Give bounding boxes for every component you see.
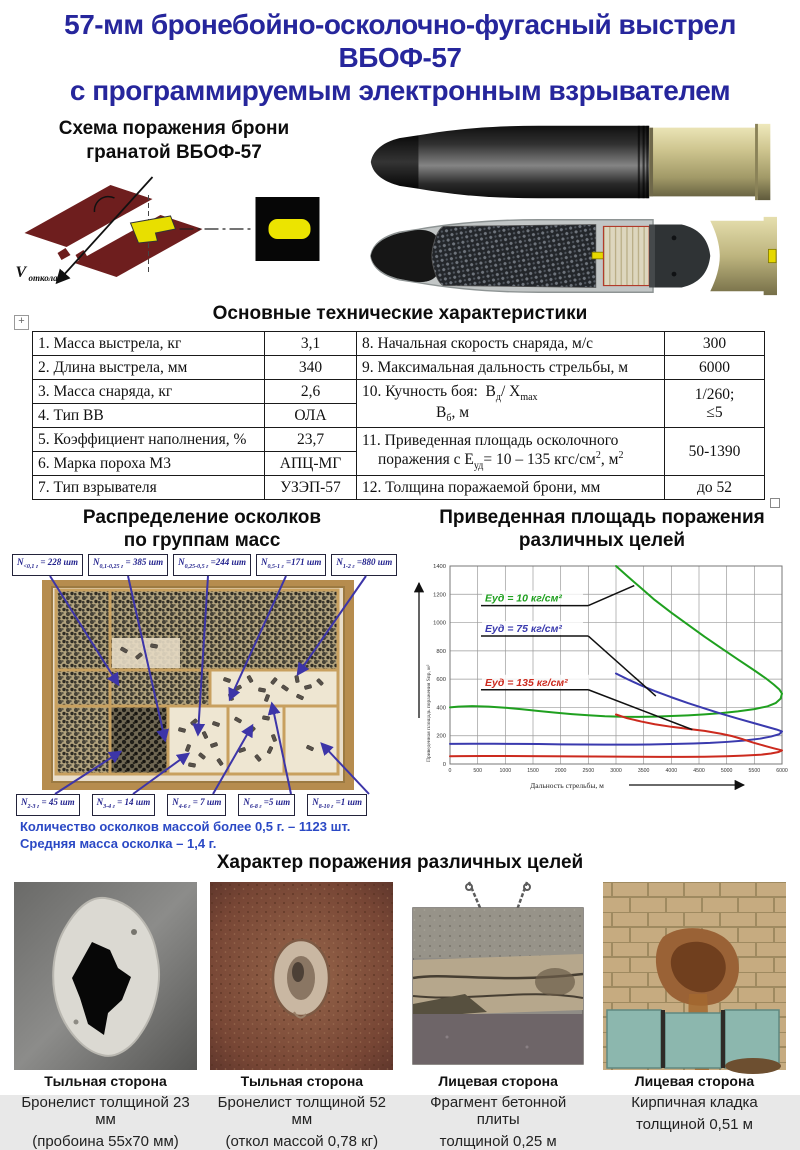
svg-text:3000: 3000	[610, 768, 622, 774]
specs-table	[32, 331, 765, 500]
spec-value: 2,6	[265, 380, 357, 404]
projectile-renders	[348, 113, 800, 301]
svg-text:1500: 1500	[527, 768, 539, 774]
armor-penetration-diagram	[0, 171, 340, 303]
spec-param: 8. Начальная скорость снаряда, м/с	[357, 332, 665, 356]
spec-value: до 52	[665, 476, 765, 500]
fragments-box-photo	[42, 580, 354, 790]
photo-armor-rear-23mm	[14, 882, 197, 1070]
fragment-count-label: $N_{0,5-1 г} =171$ шт	[256, 554, 326, 576]
poster-title	[0, 0, 800, 107]
svg-text:400: 400	[436, 705, 446, 712]
armor-scheme-block	[0, 113, 348, 301]
fragments-figure	[0, 554, 404, 850]
spall-velocity-sub: откола	[28, 273, 58, 283]
damage-photo-concrete	[407, 882, 590, 1150]
svg-text:5000: 5000	[720, 768, 733, 774]
spec-param: 4. Тип ВВ	[33, 404, 265, 428]
damage-photo-armor-23mm	[14, 882, 197, 1150]
damage-photo-brick	[603, 882, 786, 1150]
svg-text:0: 0	[448, 768, 452, 774]
photo-caption-line2: (пробоина 55х70 мм)	[32, 1133, 179, 1150]
photo-caption-line2: толщиной 0,51 м	[635, 1116, 753, 1133]
photo-caption-line1: Бронелист толщиной 52 мм	[217, 1094, 387, 1128]
spec-value-accuracy: 1/260; ≤5	[665, 380, 765, 428]
svg-text:600: 600	[436, 677, 446, 684]
cutaway-case	[710, 217, 777, 295]
photo-caption-side: Тыльная сторона	[240, 1073, 364, 1089]
svg-text:1200: 1200	[433, 592, 446, 599]
fragment-count-label: $N_{3-4 г} = 14$ шт	[92, 794, 156, 816]
projectile-render-cutaway	[348, 215, 796, 297]
svg-text:1400: 1400	[433, 564, 446, 570]
chart-heading: Приведенная площадь поражения различных целей	[439, 507, 765, 551]
svg-text:1000: 1000	[499, 768, 512, 774]
specs-section	[0, 303, 800, 500]
explosive-charge	[603, 226, 649, 285]
damage-area-chart	[404, 558, 796, 796]
fragments-note-line1: Количество осколков массой более 0,5 г. – 1123 шт.	[20, 819, 351, 834]
damage-photos-row	[0, 882, 800, 1150]
fragment-count-label: $N_{0,25-0,5 г} =244$ шт	[173, 554, 251, 576]
spec-value: АПЦ-МГ	[265, 452, 357, 476]
specs-table-wrap	[18, 315, 768, 500]
round-nose-tip	[371, 135, 419, 188]
chart-series-label: Еуд = 135 кг/см²	[484, 676, 568, 689]
photo-caption-line1: Бронелист толщиной 23 мм	[21, 1094, 190, 1128]
fuze-block	[649, 225, 710, 288]
spec-param: 5. Коэффициент наполнения, %	[33, 428, 265, 452]
table-row	[33, 380, 765, 404]
svg-text:2000: 2000	[554, 768, 567, 774]
svg-text:200: 200	[436, 733, 446, 740]
photo-caption-line1: Фрагмент бетонной плиты	[430, 1094, 567, 1128]
svg-text:2500: 2500	[582, 768, 595, 774]
fragment-count-label: $N_{6-8 г} =5$ шт	[238, 794, 295, 816]
photo-caption-side: Лицевая сторона	[634, 1073, 755, 1089]
mid-section	[0, 506, 800, 850]
fragments-note-line2: Средняя масса осколка – 1,4 г.	[20, 836, 217, 851]
fragment-count-label: $N_{1-2 г} =880$ шт	[331, 554, 397, 576]
specs-heading: Основные технические характеристики	[212, 303, 588, 324]
spec-param: 2. Длина выстрела, мм	[33, 356, 265, 380]
fragment-count-label: $N_{0,1-0,25 г} = 385$ шт	[88, 554, 168, 576]
spec-value: 50-1390	[665, 428, 765, 476]
svg-text:0: 0	[442, 762, 446, 768]
spec-param: 7. Тип взрывателя	[33, 476, 265, 500]
spec-value: УЗЭП-57	[265, 476, 357, 500]
spec-value: 23,7	[265, 428, 357, 452]
table-move-handle-icon: +	[14, 315, 29, 330]
photo-caption-side: Тыльная сторона	[44, 1073, 167, 1089]
damage-heading: Характер поражения различных целей	[216, 852, 584, 873]
table-resize-handle	[770, 498, 780, 508]
photo-caption-line2: толщиной 0,25 м	[439, 1133, 557, 1150]
damage-photo-armor-52mm	[210, 882, 393, 1150]
round-body	[418, 126, 649, 198]
chart-series-label: Еуд = 75 кг/см²	[484, 623, 562, 636]
spec-param: 6. Марка пороха М3	[33, 452, 265, 476]
poster-title-line1: 57-мм бронебойно-осколочно-фугасный выстрел ВБОФ-57	[64, 9, 736, 73]
svg-text:500: 500	[473, 768, 482, 774]
table-row	[33, 428, 765, 452]
photo-concrete-slab	[407, 882, 590, 1070]
spec-param: 1. Масса выстрела, кг	[33, 332, 265, 356]
top-section	[0, 113, 800, 301]
scheme-heading-line2: гранатой ВБОФ-57	[86, 142, 262, 163]
svg-text:800: 800	[436, 648, 446, 655]
fragments-heading: Распределение осколков по группам масс	[82, 507, 322, 551]
svg-text:4000: 4000	[665, 768, 678, 774]
table-row	[33, 332, 765, 356]
spec-value: 6000	[665, 356, 765, 380]
cutaway-nose	[371, 230, 440, 282]
spec-param: 12. Толщина поражаемой брони, мм	[357, 476, 665, 500]
chart-x-axis-label: Дальность стрельбы, м	[530, 781, 604, 790]
svg-text:5500: 5500	[748, 768, 761, 774]
photo-brick-wall	[603, 882, 786, 1070]
fragment-count-label: $N_{<0,1 г} = 228$ шт	[12, 554, 83, 576]
photo-caption-side: Лицевая сторона	[438, 1073, 558, 1089]
spec-param-frag-area: 11. Приведенная площадь осколочного поражения с $Е_{уд}= 10 - 135$ кгс/$см^2$, $м^2$	[357, 428, 665, 476]
spec-param: 9. Максимальная дальность стрельбы, м	[357, 356, 665, 380]
fragments-notes	[20, 818, 350, 852]
scheme-heading	[0, 117, 348, 165]
svg-text:6000: 6000	[776, 768, 788, 774]
spec-value: ОЛА	[265, 404, 357, 428]
fragment-count-label: $N_{2-3 г} = 45$ шт	[16, 794, 80, 816]
primer	[768, 249, 776, 262]
photo-caption-line2: (откол массой 0,78 кг)	[225, 1133, 379, 1150]
spall-velocity-label: V	[15, 264, 27, 281]
damage-section	[0, 852, 800, 1150]
table-row	[33, 356, 765, 380]
fragmentation-sleeve	[432, 225, 596, 288]
fragment-count-label: $N_{4-6 г} = 7$ шт	[167, 794, 226, 816]
scheme-heading-line1: Схема поражения брони	[58, 118, 290, 139]
fragments-block	[0, 506, 404, 850]
fragment-count-label: $N_{8-10 г} =1$ шт	[307, 794, 367, 816]
projectile-render-complete	[348, 121, 796, 203]
svg-text:1000: 1000	[433, 620, 446, 627]
projectile-silhouette	[269, 219, 311, 239]
spec-param: 3. Масса снаряда, кг	[33, 380, 265, 404]
spec-value: 300	[665, 332, 765, 356]
cartridge-case	[649, 124, 770, 200]
spec-value: 340	[265, 356, 357, 380]
spec-param-accuracy: 10. Кучность боя: $В_д/$ $Х_{max}$ $В_б$, м	[357, 380, 665, 428]
spec-value: 3,1	[265, 332, 357, 356]
photo-caption-line1: Кирпичная кладка	[631, 1094, 758, 1111]
chart-block	[404, 506, 800, 850]
svg-text:4500: 4500	[693, 768, 705, 774]
table-row	[33, 476, 765, 500]
fragment-labels-bottom	[16, 794, 367, 816]
chart-series-label: Еуд = 10 кг/см²	[484, 592, 562, 605]
chart-y-axis-label: Приведенная площадь поражения Sпр, м²	[426, 664, 432, 762]
svg-text:3500: 3500	[637, 768, 650, 774]
poster-title-line2: с программируемым электронным взрывателем	[69, 75, 731, 106]
fragment-labels-top	[12, 554, 397, 576]
photo-armor-rear-52mm	[210, 882, 393, 1070]
